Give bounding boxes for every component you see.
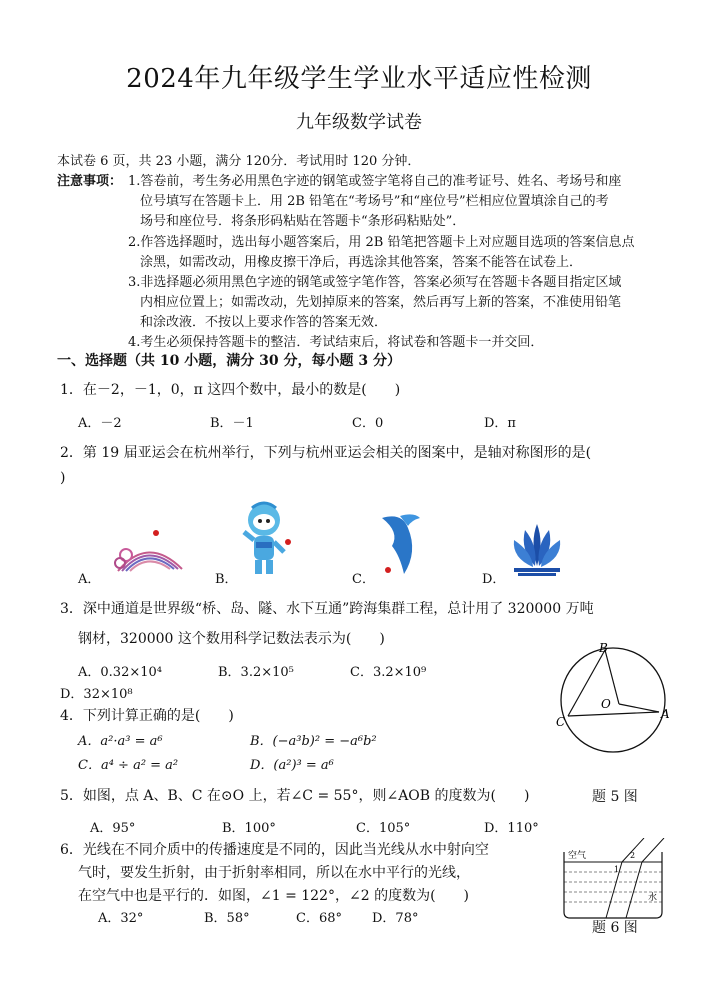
page-title: 2024年九年级学生学业水平适应性检测 bbox=[126, 64, 592, 94]
lotus-image bbox=[508, 520, 566, 578]
note-1-line-3: 场号和座位号．将条形码粘贴在答题卡“条形码粘贴处”． bbox=[140, 214, 466, 229]
note-3-line-1: 3.非选择题必须用黑色字迹的钢笔或签字笔作答，答案必须写在答题卡各题目指定区域 bbox=[128, 275, 622, 290]
q6-option-c: C．68° bbox=[296, 911, 342, 926]
q6-stem-line-1: 6．光线在不同介质中的传播速度是不同的，因此当光线从水中射向空 bbox=[60, 842, 489, 858]
q4-option-a: A．a²·a³ = a⁶ bbox=[78, 734, 163, 749]
q1-option-a: A．－2 bbox=[78, 416, 122, 431]
q6-option-d: D．78° bbox=[372, 911, 419, 926]
air-label: 空气 bbox=[568, 851, 587, 861]
water-label: 水 bbox=[648, 893, 658, 903]
note-2-line-1: 2.作答选择题时，选出每小题答案后，用 2B 铅笔把答题卡上对应题目选项的答案信息点 bbox=[128, 235, 635, 250]
q3-stem: 3．深中通道是世界级“桥、岛、隧、水下互通”跨海集群工程，总计用了 320000 万吨 bbox=[60, 601, 594, 617]
q3-option-c: C．3.2×10⁹ bbox=[350, 665, 427, 680]
q6-stem-line-3: 在空气中也是平行的．如图，∠1 = 122°，∠2 的度数为( ) bbox=[78, 888, 470, 904]
q6-option-a: A．32° bbox=[98, 911, 144, 926]
angle-2-label: 2 bbox=[630, 851, 636, 860]
point-c-label: C bbox=[556, 715, 566, 729]
q4-option-d: D．(a²)³ = a⁶ bbox=[250, 758, 334, 773]
exam-summary: 本试卷 6 页，共 23 小题，满分 120分．考试用时 120 分钟． bbox=[57, 154, 421, 169]
note-2-line-2: 涂黑，如需改动，用橡皮擦干净后，再选涂其他答案，答案不能答在试卷上． bbox=[140, 255, 583, 270]
note-3-line-2: 内相应位置上；如需改动，先划掉原来的答案，然后再写上新的答案，不准使用铅笔 bbox=[140, 295, 622, 310]
mascot-image bbox=[242, 500, 300, 580]
point-b-label: B bbox=[599, 641, 608, 655]
q6-figure-label: 题 6 图 bbox=[592, 920, 638, 936]
note-4-line-1: 4.考生必须保持答题卡的整洁．考试结束后，将试卷和答题卡一并交回． bbox=[128, 335, 544, 350]
note-3-line-3: 和涂改液．不按以上要求作答的答案无效． bbox=[140, 315, 388, 330]
q5-circle-figure bbox=[553, 640, 679, 760]
q1-option-c: C．0 bbox=[352, 416, 384, 431]
q2-option-a: A． bbox=[78, 572, 101, 587]
q2-stem-end: ) bbox=[60, 470, 66, 486]
point-o-label: O bbox=[601, 697, 611, 711]
q2-option-b: B． bbox=[215, 572, 238, 587]
angle-1-label: 1 bbox=[614, 865, 620, 874]
q5-option-d: D．110° bbox=[484, 821, 539, 836]
dolphin-image bbox=[374, 512, 424, 580]
q5-option-c: C．105° bbox=[356, 821, 411, 836]
q6-refraction-figure bbox=[560, 838, 668, 920]
q4-stem: 4．下列计算正确的是( ) bbox=[60, 708, 234, 724]
q1-option-d: D．π bbox=[484, 416, 516, 431]
q3-stem-line-2: 钢材，320000 这个数用科学记数法表示为( ) bbox=[78, 631, 385, 647]
q6-option-b: B．58° bbox=[204, 911, 250, 926]
q2-option-c: C． bbox=[352, 572, 375, 587]
q5-figure-label: 题 5 图 bbox=[592, 789, 638, 805]
notes-label: 注意事项： bbox=[57, 174, 123, 189]
q1-option-b: B．－1 bbox=[210, 416, 254, 431]
paper-subtitle: 九年级数学试卷 bbox=[296, 112, 422, 133]
note-1-line-2: 位号填写在答题卡上．用 2B 铅笔在“考场号”和“座位号”栏相应位置填涂自己的考 bbox=[140, 194, 609, 209]
q2-option-d: D． bbox=[482, 572, 506, 587]
q6-stem-line-2: 气时，要发生折射，由于折射率相同，所以在水中平行的光线， bbox=[78, 865, 470, 881]
q3-option-b: B．3.2×10⁵ bbox=[218, 665, 294, 680]
q5-stem: 5．如图，点 A、B、C 在⊙O 上，若∠C = 55°，则∠AOB 的度数为( ) bbox=[60, 788, 530, 804]
note-1-line-1: 1.答卷前，考生务必用黑色字迹的钢笔或签字笔将自己的准考证号、姓名、考场号和座 bbox=[128, 174, 622, 189]
q4-option-b: B．(−a³b)² = −a⁶b² bbox=[250, 734, 377, 749]
q5-option-a: A．95° bbox=[90, 821, 136, 836]
q1-stem: 1．在－2，－1，0，π 这四个数中，最小的数是( ) bbox=[60, 382, 401, 398]
q3-option-d: D．32×10⁸ bbox=[60, 687, 133, 702]
point-a-label: A bbox=[661, 707, 670, 721]
q2-stem: 2．第 19 届亚运会在杭州举行，下列与杭州亚运会相关的图案中，是轴对称图形的是( bbox=[60, 445, 592, 461]
asian-games-logo-image bbox=[108, 525, 188, 577]
q5-option-b: B．100° bbox=[222, 821, 276, 836]
section-heading: 一、选择题（共 10 小题，满分 30 分，每小题 3 分） bbox=[57, 353, 401, 369]
q3-option-a: A．0.32×10⁴ bbox=[78, 665, 162, 680]
q4-option-c: C．a⁴ ÷ a² = a² bbox=[78, 758, 179, 773]
